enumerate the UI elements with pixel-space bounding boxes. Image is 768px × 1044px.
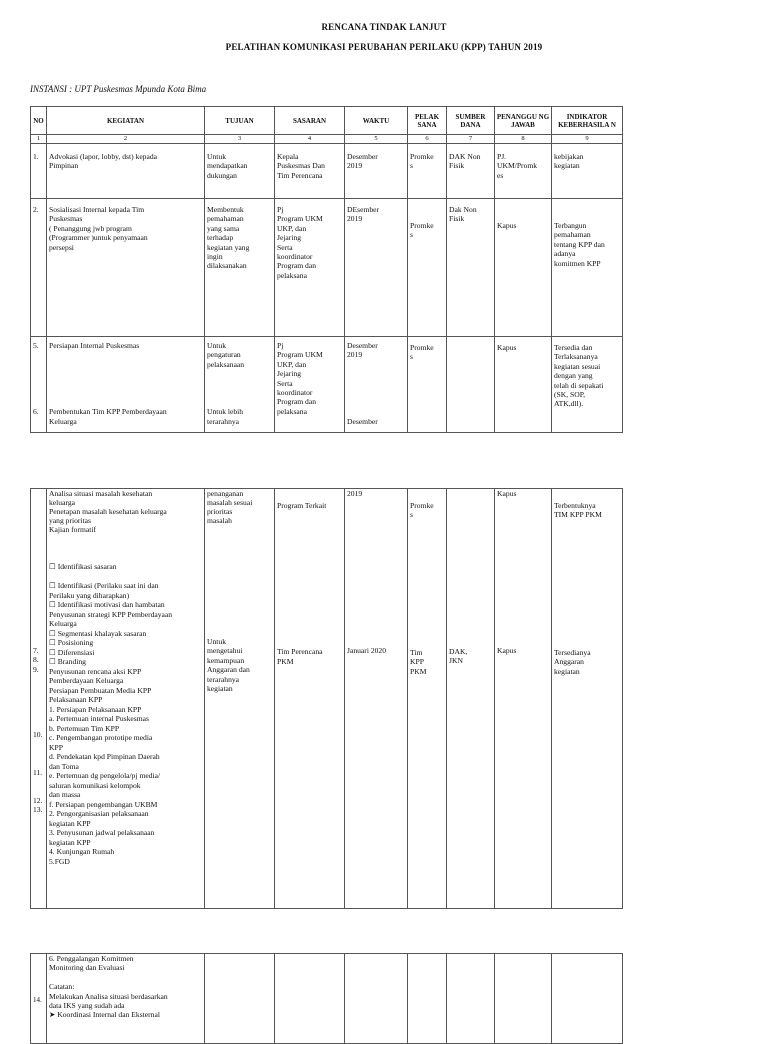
tujuan-top (207, 489, 272, 525)
col-number: 2 (47, 135, 205, 144)
cell-pelaksana (408, 199, 447, 337)
row-number: 2. (31, 199, 47, 337)
kegiatan-5 (49, 341, 202, 350)
pj-top (497, 489, 549, 498)
cell-line: Membentuk (207, 205, 244, 214)
cell-line: ☐ Identifikasi (Perilaku saat ini dan (49, 581, 159, 590)
cell-line: Serta (277, 242, 293, 252)
cell-line: Terlaksananya (554, 352, 598, 362)
cell-penanggung-jawab (495, 199, 552, 337)
cell-indikator (552, 337, 623, 433)
waktu-6 (347, 417, 405, 426)
cell-line: adanya (554, 249, 576, 259)
cell-line: koordinator (277, 252, 313, 262)
tujuan-mid (207, 637, 272, 693)
cell-line: Persiapan Pembuatan Media KPP (49, 685, 152, 695)
cell-penanggung-jawab (495, 489, 552, 909)
cell-line: 2019 (347, 214, 363, 224)
cell-line: yang prioritas (49, 516, 91, 525)
cell-line: Program UKM (277, 350, 323, 360)
table-row (31, 144, 623, 199)
cell-line: kegiatan (554, 161, 580, 171)
cell-line: masalah sesuai (207, 498, 253, 507)
cell-kegiatan (47, 954, 205, 1044)
cell-line: mengetahui (207, 646, 243, 656)
cell-line: Penyusunan strategi KPP Pemberdayaan (49, 609, 173, 619)
pelaksana-top (410, 501, 444, 520)
cell-line: Program dan (277, 397, 317, 407)
cell-line: dan massa (49, 790, 81, 799)
header-sasaran: SASARAN (275, 107, 345, 135)
cell-line: koordinator (277, 388, 313, 398)
cell-line: PJ. (497, 152, 507, 161)
cell-line: kegiatan yang (207, 242, 250, 252)
cell-line: Puskesmas (49, 214, 83, 224)
cell-line: kegiatan sesuai (554, 361, 601, 371)
cell-line: Untuk (207, 341, 226, 350)
cell-line: DAK, (449, 647, 468, 656)
cell-line: Dak Non (449, 205, 477, 214)
cell-line (49, 973, 202, 982)
cell-line: Desember (347, 152, 378, 161)
col-number: 6 (408, 135, 447, 144)
cell-indikator (552, 489, 623, 909)
cell-line: Keluarga (49, 619, 77, 628)
cell-line: DEsember (347, 205, 380, 214)
cell-line: data IKS yang sudah ada (49, 1001, 125, 1011)
header-row (31, 107, 623, 135)
cell-line: Terbentuknya (554, 501, 596, 510)
cell-line: Kapus (497, 489, 517, 498)
row-number: 5. (33, 341, 39, 350)
cell-line: b. Pertemuan Tim KPP (49, 723, 120, 733)
cell-line: Program Terkait (277, 501, 327, 510)
plan-table-part1 (30, 106, 623, 433)
cell-line: saluran komunikasi kelompok (49, 780, 141, 790)
cell-line: Catatan: (49, 982, 75, 992)
cell-line: PKM (277, 656, 294, 666)
cell-line: terhadap (207, 233, 234, 243)
cell-line: Pj (277, 341, 284, 350)
cell-line: ➤ Koordinasi Internal dan Eksternal (49, 1010, 160, 1020)
cell-sasaran (275, 489, 345, 909)
cell-line: prioritas (207, 507, 233, 516)
cell-kegiatan (47, 489, 205, 909)
header-no: NO (31, 107, 47, 135)
row-number: 1. (31, 144, 47, 199)
cell-line: Program UKM (277, 214, 323, 224)
cell-line: Promke (410, 152, 434, 161)
row-number: 10. (33, 730, 43, 740)
cell-indikator (552, 199, 623, 337)
cell-line: ( Penanggung jwb program (49, 223, 132, 233)
cell-line: Puskesmas Dan (277, 161, 325, 171)
cell-pelaksana (408, 954, 447, 1044)
cell-tujuan (205, 954, 275, 1044)
header-waktu: WAKTU (345, 107, 408, 135)
indikator-mid (554, 648, 620, 676)
cell-line: Kajian formatif (49, 525, 97, 534)
document-title: RENCANA TINDAK LANJUT (321, 22, 447, 32)
sasaran-mid (277, 647, 342, 666)
cell-waktu (345, 199, 408, 337)
cell-sumber-dana (447, 489, 495, 909)
cell-line: 3. Penyusunan jadwal pelaksanaan (49, 828, 155, 837)
cell-sasaran (275, 337, 345, 433)
table-row (31, 489, 623, 909)
cell-line: Kapus (497, 343, 517, 352)
header-indikator: INDIKATOR KEBERHASILA N (552, 107, 623, 135)
cell-line: ☐ Diferensiasi (49, 647, 95, 657)
cell-line: Jejaring (277, 369, 302, 379)
cell-line: a. Pertemuan internal Puskesmas (49, 714, 149, 723)
cell-line: s (410, 352, 413, 362)
cell-line: UKP, dan (277, 223, 307, 233)
cell-penanggung-jawab (495, 954, 552, 1044)
cell-line: Kapus (497, 646, 517, 656)
cell-line: 2. Pengorganisasian pelaksanaan (49, 809, 149, 818)
cell-line: s (410, 510, 413, 520)
row-number-stack (31, 337, 47, 433)
col-number: 7 (447, 135, 495, 144)
cell-line: PKM (410, 666, 427, 676)
cell-line: Pj (277, 205, 284, 214)
cell-line: Penetapan masalah kesehatan keluarga (49, 507, 167, 516)
cell-line: es (497, 170, 504, 180)
cell-line: (SK, SOP, (554, 390, 586, 400)
cell-indikator (552, 954, 623, 1044)
plan-table-part3 (30, 953, 623, 1044)
col-number: 3 (205, 135, 275, 144)
cell-sumber-dana (447, 144, 495, 199)
cell-line: mendapatkan (207, 161, 248, 171)
cell-line: Promke (410, 501, 434, 510)
cell-line: Pemberdayaan Keluarga (49, 676, 124, 685)
cell-line: pemahaman (554, 230, 591, 240)
cell-sumber-dana (447, 199, 495, 337)
indikator-top (554, 501, 620, 520)
cell-sumber-dana (447, 337, 495, 433)
cell-line: Fisik (449, 214, 465, 224)
cell-line: Sosialisasi Internal kepada Tim (49, 205, 145, 214)
cell-line: 5.FGD (49, 856, 70, 866)
cell-line: pelaksanaan (207, 359, 245, 369)
cell-sasaran (275, 199, 345, 337)
cell-line: Terbangun (554, 221, 587, 230)
cell-line: KPP (410, 657, 424, 667)
sasaran-top (277, 501, 342, 510)
cell-line: ☐ Posisioning (49, 638, 94, 647)
cell-line: kegiatan KPP (49, 837, 91, 847)
cell-line: pemahaman (207, 214, 244, 224)
cell-line: c. Pengembangan prototipe media (49, 733, 153, 742)
header-penanggung-jawab: PENANGGU NG JAWAB (495, 107, 552, 135)
cell-line: 2019 (347, 350, 363, 360)
cell-pelaksana (408, 337, 447, 433)
cell-line: persepsi (49, 242, 74, 252)
cell-line: Untuk (207, 152, 226, 161)
cell-line: Melakukan Analisa situasi berdasarkan (49, 991, 168, 1001)
cell-waktu (345, 489, 408, 909)
cell-line: JKN (449, 656, 463, 666)
cell-line: ☐ Identifikasi motivasi dan hambatan (49, 600, 165, 609)
cell-line: Keluarga (49, 416, 77, 426)
header-pelaksana: PELAK SANA (408, 107, 447, 135)
pelaksana-mid (410, 648, 444, 676)
kegiatan-mid (49, 562, 202, 866)
cell-line: kegiatan KPP (49, 818, 91, 828)
cell-line: pengaturan (207, 350, 241, 360)
cell-line: Anggaran (554, 657, 584, 667)
cell-line: terarahnya (207, 416, 240, 426)
cell-line: ☐ Branding (49, 657, 86, 666)
tujuan-5 (207, 341, 272, 369)
cell-line: ☐ Segmentasi khalayak sasaran (49, 628, 147, 638)
cell-line: s (410, 230, 413, 240)
cell-line: (Programmer )untuk penyamaan (49, 233, 148, 243)
col-number: 5 (345, 135, 408, 144)
cell-penanggung-jawab (495, 144, 552, 199)
waktu-mid (347, 646, 405, 655)
cell-pelaksana (408, 144, 447, 199)
cell-line: Tim Perencana (277, 647, 323, 657)
cell-line: Program dan (277, 261, 317, 271)
table-row (31, 337, 623, 433)
cell-line: KPP (49, 742, 63, 752)
cell-line: Pimpinan (49, 161, 79, 171)
row-number: 11. (33, 767, 43, 777)
cell-waktu (345, 337, 408, 433)
cell-line: DAK Non (449, 152, 481, 161)
cell-line: Untuk lebih (207, 407, 244, 417)
cell-line: e. Pertemuan dg pengelola/pj media/ (49, 771, 161, 780)
cell-line: Tersedia dan (554, 343, 593, 352)
cell-kegiatan (47, 199, 205, 337)
cell-line: Tim Perencana (277, 170, 323, 180)
cell-line: Kapus (497, 221, 517, 230)
cell-line: Advokasi (lapor, lobby, dst) kepada (49, 152, 158, 161)
cell-line: dengan yang (554, 371, 593, 381)
cell-line (49, 572, 202, 582)
cell-line: 4. Kunjungan Rumah (49, 847, 115, 856)
cell-line: tentang KPP dan (554, 239, 605, 249)
cell-line: Analisa situasi masalah kesehatan (49, 489, 153, 498)
cell-line: keluarga (49, 498, 76, 507)
column-number-row (31, 135, 623, 144)
row-number: 7. (33, 646, 39, 655)
cell-line: Desember (347, 341, 378, 350)
cell-line: Promke (410, 221, 434, 230)
cell-line: Tersedianya (554, 647, 591, 657)
row-number: 14. (31, 954, 47, 1044)
cell-line: ingin (207, 252, 223, 262)
kegiatan-top (49, 489, 202, 534)
table-row (31, 954, 623, 1044)
cell-line: dan Toma (49, 761, 79, 771)
cell-line: Anggaran dan (207, 665, 250, 675)
cell-line: kemampuan (207, 655, 245, 665)
row-number: 12. (33, 796, 43, 806)
waktu-5 (347, 341, 405, 360)
cell-line: telah di sepakati (554, 380, 604, 390)
cell-line: kegiatan (207, 684, 233, 694)
cell-line: kebijakan (554, 152, 584, 161)
cell-kegiatan (47, 337, 205, 433)
cell-line: Promke (410, 343, 434, 352)
cell-line: dilaksanakan (207, 261, 247, 271)
cell-line: komitmen KPP (554, 258, 601, 268)
cell-line: Jejaring (277, 233, 302, 243)
cell-line: 1. Persiapan Pelaksanaan KPP (49, 704, 142, 714)
cell-line: kegiatan (554, 666, 580, 676)
col-number: 4 (275, 135, 345, 144)
cell-penanggung-jawab (495, 337, 552, 433)
cell-line: penanganan (207, 489, 244, 498)
cell-tujuan (205, 337, 275, 433)
cell-sasaran (275, 144, 345, 199)
cell-line: yang sama (207, 223, 240, 233)
pj-mid (497, 646, 549, 655)
row-number: 9. (33, 664, 39, 674)
cell-line: masalah (207, 516, 232, 525)
cell-tujuan (205, 144, 275, 199)
document-subtitle: PELATIHAN KOMUNIKASI PERUBAHAN PERILAKU (KPP) TAHUN 2019 (225, 42, 543, 52)
cell-line: Monitoring dan Evaluasi (49, 963, 125, 973)
row-number: 13. (33, 805, 43, 815)
col-number: 1 (31, 135, 47, 144)
cell-line: s (410, 161, 413, 171)
cell-line: pelaksana (277, 406, 307, 416)
cell-line: 2019 (347, 489, 363, 498)
col-number: 9 (552, 135, 623, 144)
cell-line: UKP, dan (277, 359, 307, 369)
cell-line: Januari 2020 (347, 646, 387, 656)
cell-pelaksana (408, 489, 447, 909)
cell-line: Persiapan Internal Puskesmas (49, 341, 140, 350)
instansi-label: INSTANSI : UPT Puskesmas Mpunda Kota Bima (30, 84, 207, 94)
cell-tujuan (205, 199, 275, 337)
waktu-top (347, 489, 405, 498)
cell-line: dukungan (207, 170, 237, 180)
tujuan-6 (207, 407, 272, 426)
cell-line: Perilaku yang diharapkan) (49, 590, 130, 600)
cell-waktu (345, 144, 408, 199)
plan-table-part2 (30, 488, 623, 909)
col-number: 8 (495, 135, 552, 144)
cell-line: Tim (410, 647, 423, 657)
cell-line: Penyusunan rencana aksi KPP (49, 666, 142, 676)
cell-line: Untuk (207, 637, 226, 646)
cell-line: pelaksana (277, 270, 307, 280)
cell-line: ☐ Identifikasi sasaran (49, 562, 117, 571)
cell-indikator (552, 144, 623, 199)
dana-mid (449, 647, 492, 666)
cell-line: f. Persiapan pengembangan UKBM (49, 799, 158, 809)
cell-line: UKM/Promk (497, 161, 538, 171)
cell-line: d. Pendekatan kpd Pimpinan Daerah (49, 752, 160, 761)
header-tujuan: TUJUAN (205, 107, 275, 135)
cell-line: Pembentukan Tim KPP Pemberdayaan (49, 407, 167, 417)
cell-line: 6. Penggalangan Komitmen (49, 954, 134, 963)
header-kegiatan: KEGIATAN (47, 107, 205, 135)
row-number: 6. (33, 407, 39, 417)
cell-line: Kepala (277, 152, 299, 161)
header-sumber-dana: SUMBER DANA (447, 107, 495, 135)
kegiatan-6 (49, 407, 202, 426)
cell-sumber-dana (447, 954, 495, 1044)
cell-line: ATK,dll). (554, 399, 584, 409)
row-number-stack (31, 489, 47, 909)
cell-kegiatan (47, 144, 205, 199)
cell-line: Desember (347, 416, 378, 426)
row-number: 8. (33, 655, 39, 665)
cell-line: Serta (277, 378, 293, 388)
table-row (31, 199, 623, 337)
cell-tujuan (205, 489, 275, 909)
cell-sasaran (275, 954, 345, 1044)
cell-waktu (345, 954, 408, 1044)
cell-line: TIM KPP PKM (554, 510, 602, 520)
cell-line: 2019 (347, 161, 363, 171)
cell-line: Fisik (449, 161, 465, 171)
cell-line: Pelaksanaan KPP (49, 695, 103, 704)
cell-line: terarahnya (207, 674, 240, 684)
